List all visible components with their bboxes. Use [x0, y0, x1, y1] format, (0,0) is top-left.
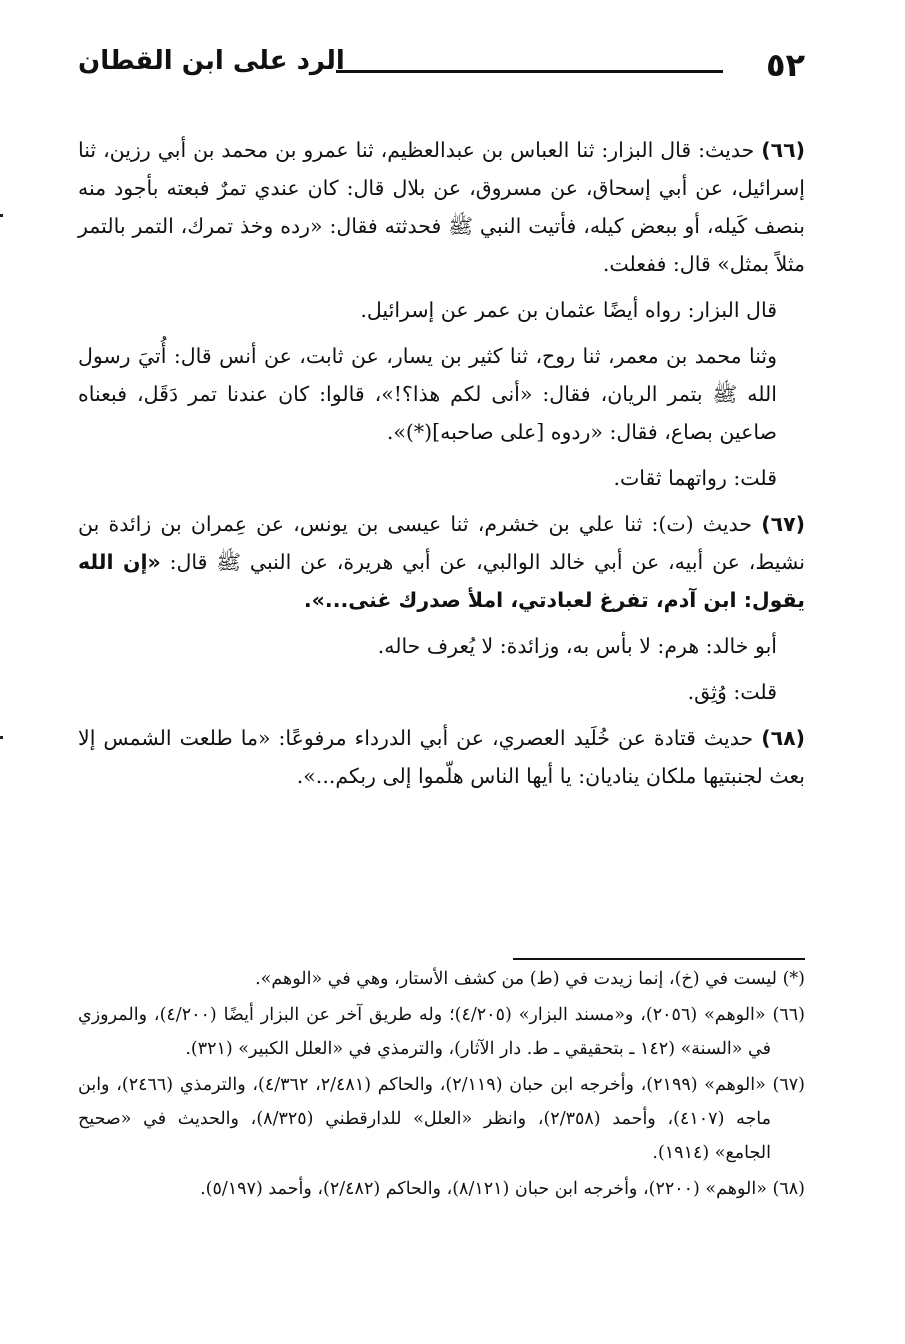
margin-speck — [0, 736, 3, 739]
footnote-67: (٦٧) «الوهم» (٢١٩٩)، وأخرجه ابن حبان (٢/١١٩)، والحاكم (٢/٤٨١، ٤/٣٦٢)، والترمذي (٢٤٦٦)، وابن ماجه (٤١٠٧)، وأحمد (٢/٣٥٨)، وانظر «العلل» للدارقطني (٨/٣٢٥)، والحديث في «صحيح الجامع» (١٩١٤). — [78, 1075, 805, 1163]
author-remark: قلت: وُثِق. — [687, 680, 777, 704]
hadith-quote: «إن الله يقول: ابن آدم، تفرغ لعبادتي، املأ صدرك غنى...». — [78, 550, 805, 612]
hadith-text: حديث قتادة عن خُلَيد العصري، عن أبي الدرداء مرفوعًا: «ما طلعت الشمس إلا بعث لجنبتيها ملكان يناديان: يا أيها الناس هلّموا إلى ربكم...». — [78, 726, 805, 788]
main-text — [78, 131, 805, 803]
footnotes — [78, 962, 805, 1208]
page-number: ٥٢ — [765, 46, 805, 84]
hadith-68 — [78, 719, 805, 795]
author-remark: قلت: رواتهما ثقات. — [613, 466, 777, 490]
hadith-text: حديث (ت): ثنا علي بن خشرم، ثنا عيسى بن يونس، عن عِمران بن زائدة بن نشيط، عن أبيه، عن أبي خالد الوالبي، عن أبي هريرة، عن النبي ﷺ قال: — [78, 512, 805, 574]
bazzar-note: قال البزار: رواه أيضًا عثمان بن عمر عن إسرائيل. — [360, 298, 777, 322]
footnote-star: (*) ليست في (خ)، إنما زيدت في (ط) من كشف الأستار، وهي في «الوهم». — [255, 969, 805, 989]
header-rule — [336, 70, 723, 73]
second-chain: وثنا محمد بن معمر، ثنا روح، ثنا كثير بن يسار، عن ثابت، عن أنس قال: أُتيَ رسول الله ﷺ بتمر الريان، فقال: «أنى لكم هذا؟!»، قالوا: كان عندنا تمر دَقَل، فبعناه صاعين بصاع، فقال: «ردوه [على صاحبه](*)». — [78, 344, 777, 444]
hadith-number: (٦٨) — [761, 726, 805, 750]
running-title: الرد على ابن القطان — [78, 46, 345, 76]
narrator-note: أبو خالد: هرم: لا بأس به، وزائدة: لا يُعرف حاله. — [377, 634, 777, 658]
hadith-66 — [78, 131, 805, 283]
hadith-number: (٦٧) — [761, 512, 805, 536]
footnote-separator — [513, 958, 805, 960]
page-header — [78, 42, 805, 98]
hadith-67 — [78, 505, 805, 619]
footnote-66: (٦٦) «الوهم» (٢٠٥٦)، و«مسند البزار» (٤/٢٠٥)؛ وله طريق آخر عن البزار أيضًا (٤/٢٠٠)، والمروزي في «السنة» (١٤٢ ـ بتحقيقي ـ ط. دار الآثار)، والترمذي في «العلل الكبير» (٣٢١). — [78, 1005, 805, 1059]
footnote-68: (٦٨) «الوهم» (٢٢٠٠)، وأخرجه ابن حبان (٨/١٢١)، والحاكم (٢/٤٨٢)، وأحمد (٥/١٩٧). — [200, 1179, 805, 1199]
margin-speck — [0, 214, 3, 217]
hadith-number: (٦٦) — [761, 138, 805, 162]
hadith-text: حديث: قال البزار: ثنا العباس بن عبدالعظيم، ثنا عمرو بن محمد بن أبي رزين، ثنا إسرائيل، عن أبي إسحاق، عن مسروق، عن بلال قال: كان عندي تمرٌ فبعته بأجود منه بنصف كَيله، أو ببعض كيله، فأتيت النبي ﷺ فحدثته فقال: «رده وخذ تمرك، التمر بالتمر مثلاً بمثل» قال: ففعلت. — [78, 138, 805, 276]
